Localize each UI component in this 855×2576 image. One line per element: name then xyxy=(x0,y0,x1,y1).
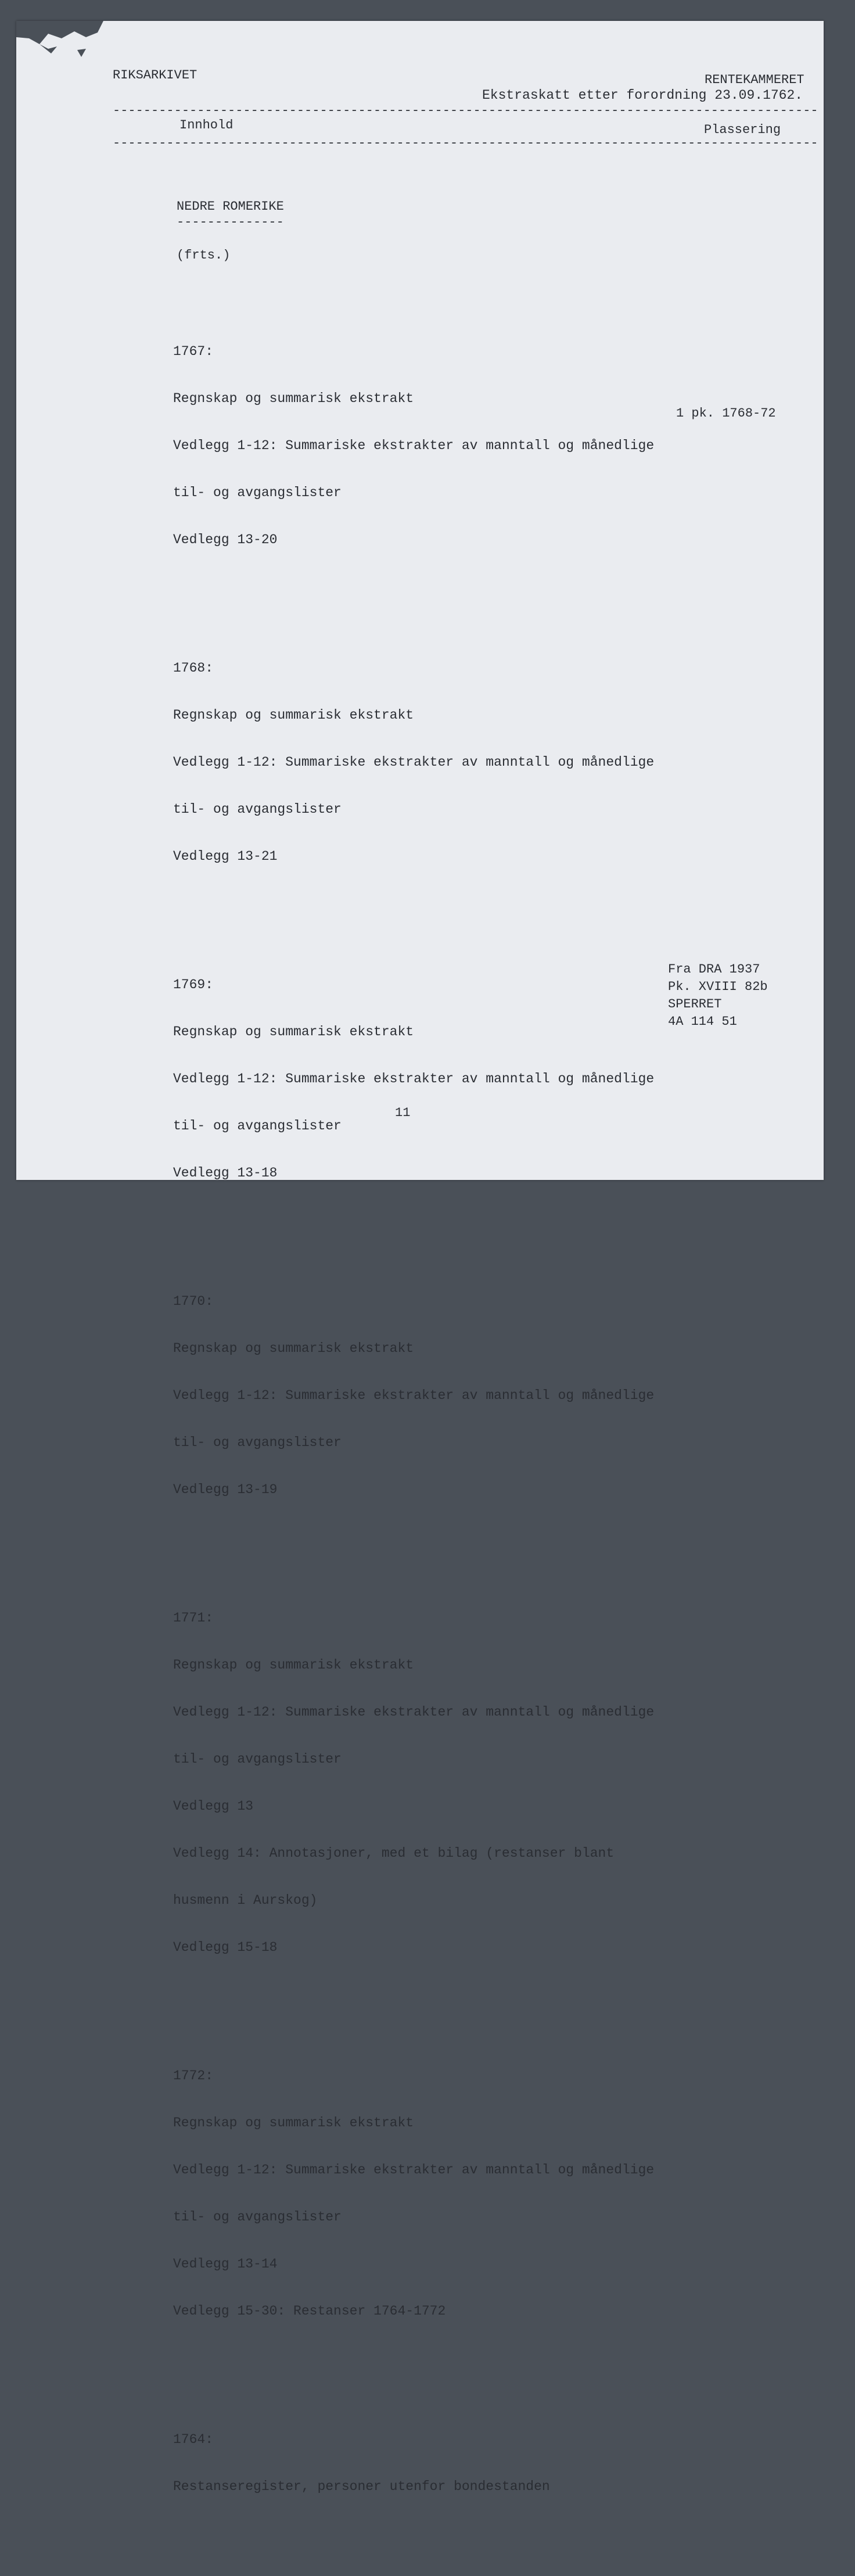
entry-year: 1770: xyxy=(173,1294,214,1309)
collection-title: Ekstraskatt etter forordning 23.09.1762. xyxy=(482,88,803,103)
entry-line: Regnskap og summarisk ekstrakt xyxy=(173,2115,414,2130)
torn-corner xyxy=(16,21,121,67)
entry-line: til- og avgangslister xyxy=(173,485,342,500)
entry-year: 1769: xyxy=(173,977,214,992)
entry-line: Vedlegg 1-12: Summariske ekstrakter av manntall og månedlige xyxy=(173,1705,655,1720)
column-heading-placement: Plassering xyxy=(704,123,781,137)
entry-line: husmenn i Aurskog) xyxy=(173,1893,318,1908)
entry-line: til- og avgangslister xyxy=(173,1435,342,1450)
entry-line: Vedlegg 13-18 xyxy=(173,1165,278,1181)
entry-line: Vedlegg 15-30: Restanser 1764-1772 xyxy=(173,2304,446,2319)
entry-line: Regnskap og summarisk ekstrakt xyxy=(173,708,414,723)
entry-line: Vedlegg 1-12: Summariske ekstrakter av manntall og månedlige xyxy=(173,755,655,770)
entry-line: til- og avgangslister xyxy=(173,1118,342,1133)
placement-line: Fra DRA 1937 xyxy=(668,962,760,977)
entry-line: Regnskap og summarisk ekstrakt xyxy=(173,1024,414,1039)
entry-year: 1767: xyxy=(173,344,214,359)
placement-note-dra xyxy=(668,961,768,1031)
entry-line: Vedlegg 13 xyxy=(173,1799,254,1814)
document-page xyxy=(16,21,824,2494)
entry-1769 xyxy=(173,946,654,1212)
entry-line: Vedlegg 1-12: Summariske ekstrakter av manntall og månedlige xyxy=(173,1071,655,1086)
header-divider-top: -------------------------------------------------------------------------------------------- xyxy=(113,103,818,118)
entry-year: 1768: xyxy=(173,661,214,676)
entry-1767 xyxy=(173,313,654,579)
entry-line: Vedlegg 13-21 xyxy=(173,849,278,864)
entry-line: Regnskap og summarisk ekstrakt xyxy=(173,1341,414,1356)
column-heading-contents: Innhold xyxy=(179,118,233,132)
placement-line: 4A 114 51 xyxy=(668,1014,737,1029)
entry-line: Restanseregister, personer utenfor bondestanden xyxy=(173,2479,550,2494)
entry-line: Vedlegg 1-12: Summariske ekstrakter av manntall og månedlige xyxy=(173,1388,655,1403)
entry-line: til- og avgangslister xyxy=(173,1752,342,1767)
entry-line: Regnskap og summarisk ekstrakt xyxy=(173,1657,414,1673)
placement-line: SPERRET xyxy=(668,997,722,1011)
placement-line: Pk. XVIII 82b xyxy=(668,980,768,994)
entry-line: Regnskap og summarisk ekstrakt xyxy=(173,391,414,406)
entry-year: 1764: xyxy=(173,2432,214,2447)
header-divider-bottom: -------------------------------------------------------------------------------------------- xyxy=(113,136,818,150)
entry-year: 1772: xyxy=(173,2068,214,2083)
entry-line: Vedlegg 13-20 xyxy=(173,532,278,547)
entry-1764 xyxy=(173,2401,654,2526)
entry-line: Vedlegg 13-14 xyxy=(173,2256,278,2272)
entry-line: til- og avgangslister xyxy=(173,802,342,817)
section-underline: -------------- xyxy=(177,215,284,229)
entry-line: til- og avgangslister xyxy=(173,2209,342,2225)
entry-1772 xyxy=(173,2037,654,2351)
entries-list xyxy=(173,281,654,2576)
institution-name: RENTEKAMMERET xyxy=(705,73,804,87)
placement-note-1768-72: 1 pk. 1768-72 xyxy=(676,406,776,421)
entry-line: Vedlegg 1-12: Summariske ekstrakter av manntall og månedlige xyxy=(173,438,655,453)
entry-line: Vedlegg 15-18 xyxy=(173,1940,278,1955)
entry-1768 xyxy=(173,629,654,896)
entry-line: Vedlegg 1-12: Summariske ekstrakter av manntall og månedlige xyxy=(173,2162,655,2177)
section-title: NEDRE ROMERIKE xyxy=(177,199,284,214)
entry-1770 xyxy=(173,1262,654,1529)
archive-name: RIKSARKIVET xyxy=(113,68,197,82)
entry-line: Vedlegg 14: Annotasjoner, med et bilag (restanser blant xyxy=(173,1846,615,1861)
page-number: 11 xyxy=(395,1106,411,1120)
entry-line: Vedlegg 13-19 xyxy=(173,1482,278,1497)
entry-year: 1771: xyxy=(173,1610,214,1626)
continued-note: (frts.) xyxy=(177,248,231,263)
entry-1771 xyxy=(173,1579,654,1987)
